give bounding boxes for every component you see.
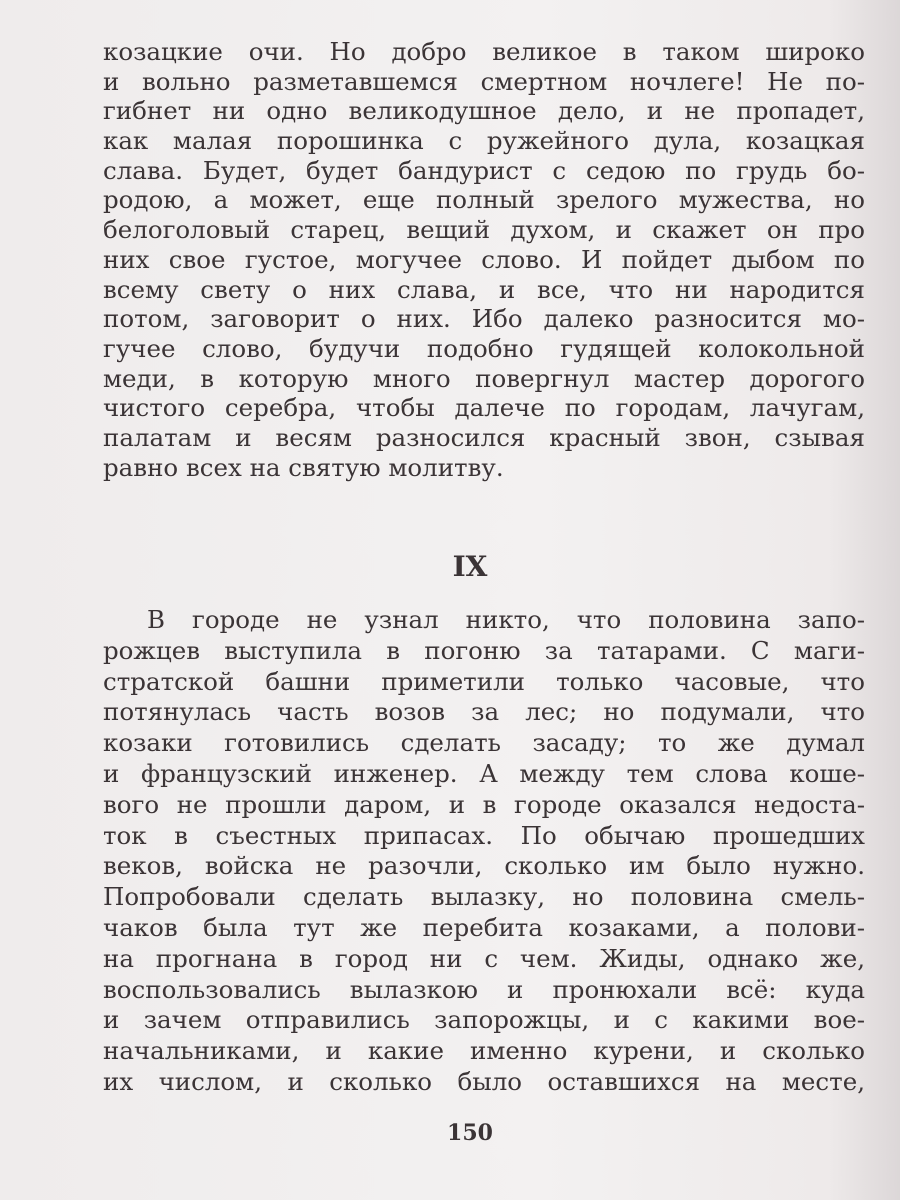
text-line: равно всех на святую молитву. (103, 452, 504, 482)
text-line: них свое густое, могучее слово. И пойдет дыбом по (103, 244, 865, 274)
text-line: начальниками, и какие именно курени, и сколько (103, 1036, 865, 1066)
text-line: рожцев выступила в погоню за татарами. С маги- (103, 635, 865, 665)
paragraph-1 (103, 37, 865, 482)
text-line: белоголовый старец, вещий духом, и скажет он про (103, 215, 865, 245)
text-line: на прогнана в город ни с чем. Жиды, однако же, (103, 943, 865, 973)
page-number: 150 (447, 1120, 493, 1146)
text-line: всему свету о них слава, и все, что ни народится (103, 274, 865, 304)
text-line: ток в съестных припасах. По обычаю прошедших (103, 820, 865, 850)
text-line: меди, в которую много повергнул мастер дорогого (103, 363, 865, 393)
text-line: гучее слово, будучи подобно гудящей колокольной (103, 333, 865, 363)
text-line: как малая порошинка с ружейного дула, козацкая (103, 126, 865, 156)
text-line: слава. Будет, будет бандурист с седою по грудь бо- (103, 155, 865, 185)
chapter-heading: IX (452, 550, 488, 583)
text-line: и вольно разметавшемся смертном ночлеге! Не по- (103, 66, 865, 96)
text-line: веков, войска не разочли, сколько им было нужно. (103, 851, 865, 881)
text-line: чаков была тут же перебита козаками, а полови- (103, 912, 865, 942)
text-line: стратской башни приметили только часовые, что (103, 666, 865, 696)
text-line: палатам и весям разносился красный звон, сзывая (103, 422, 865, 452)
text-line: и зачем отправились запорожцы, и с какими вое- (103, 1005, 865, 1035)
text-line: воспользовались вылазкою и пронюхали всё: куда (103, 974, 865, 1004)
text-line: Попробовали сделать вылазку, но половина смель- (103, 882, 865, 912)
text-line: вого не прошли даром, и в городе оказался недоста- (103, 789, 865, 819)
text-line: чистого серебра, чтобы далече по городам, лачугам, (103, 393, 865, 423)
text-line: потянулась часть возов за лес; но подумали, что (103, 697, 865, 727)
text-line: родою, а может, еще полный зрелого мужества, но (103, 185, 865, 215)
paragraph-2 (103, 605, 865, 1098)
text-line: В городе не узнал никто, что половина запо- (147, 605, 865, 634)
text-line: потом, заговорит о них. Ибо далеко разносится мо- (103, 304, 865, 334)
text-line: и французский инженер. А между тем слова коше- (103, 758, 865, 788)
text-line: козаки готовились сделать засаду; то же думал (103, 728, 865, 758)
text-line: их числом, и сколько было оставшихся на месте, (103, 1066, 865, 1096)
text-line: козацкие очи. Но добро великое в таком широко (103, 37, 865, 66)
text-line: гибнет ни одно великодушное дело, и не пропадет, (103, 96, 865, 126)
